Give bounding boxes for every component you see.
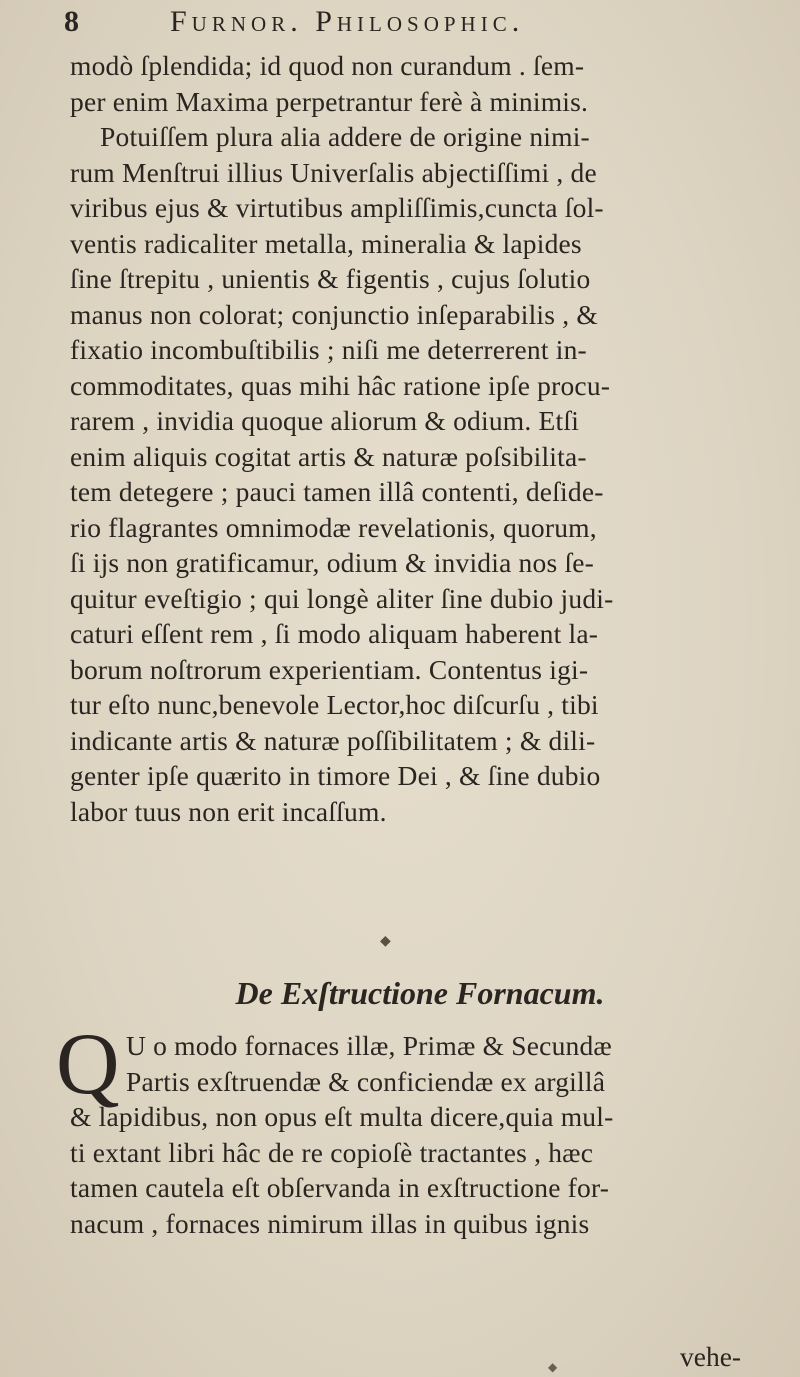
text-line: labor tuus non erit incaſſum. bbox=[70, 795, 387, 827]
text-line: rarem , invidia quoque aliorum & odium. Etſi bbox=[70, 405, 580, 436]
text-line: quitur eveſtigio ; qui longè aliter ſine dubio judi- bbox=[70, 582, 614, 614]
text-line: ti extant libri hâc de re copioſè tractantes , hæc bbox=[70, 1136, 594, 1168]
text-line: Potuiſſem plura alia addere de origine nimi- bbox=[100, 121, 590, 152]
text-line: ſine ſtrepitu , unientis & figentis , cujus ſolutio bbox=[70, 263, 591, 294]
ornament-icon: ◆ bbox=[380, 934, 391, 949]
text-line: Partis exſtruendæ & conficiendæ ex argillâ bbox=[126, 1065, 606, 1097]
text-line: ventis radicaliter metalla, mineralia & lapides bbox=[70, 227, 582, 259]
catchword: vehe- bbox=[680, 1341, 742, 1372]
text-line: tem detegere ; pauci tamen illâ contenti, deſide- bbox=[70, 476, 604, 507]
text-line: borum noſtrorum experientiam. Contentus igi- bbox=[70, 653, 589, 685]
running-head: Furnor. Philosophic. bbox=[170, 5, 525, 38]
section-heading-block bbox=[70, 934, 770, 1013]
text-line: modò ſplendida; id quod non curandum . ſem- bbox=[70, 50, 585, 81]
text-line: caturi eſſent rem , ſi modo aliquam haberent la- bbox=[70, 618, 599, 649]
text-line: rum Menſtrui illius Univerſalis abjectiſſimi , de bbox=[70, 156, 597, 188]
drop-cap: Q bbox=[56, 1016, 120, 1113]
text-line: manus non colorat; conjunctio inſeparabilis , & bbox=[70, 298, 598, 330]
text-line: tamen cautela eſt obſervanda in exſtructione for- bbox=[70, 1172, 610, 1203]
text-line: commoditates, quas mihi hâc ratione ipſe procu- bbox=[70, 369, 611, 401]
text-line: rio flagrantes omnimodæ revelationis, quorum, bbox=[70, 511, 597, 543]
text-line: enim aliquis cogitat artis & naturæ poſsibilita- bbox=[70, 440, 587, 472]
text-line: nacum , fornaces nimirum illas in quibus ignis bbox=[70, 1207, 590, 1239]
page-header bbox=[64, 2, 764, 42]
text-line: tur eſto nunc,benevole Lector,hoc diſcurſu , tibi bbox=[70, 689, 599, 720]
section-title: De Exſtructione Fornacum. bbox=[235, 975, 605, 1011]
text-line: U o modo fornaces illæ, Primæ & Secundæ bbox=[126, 1030, 612, 1061]
text-line: fixatio incombuſtibilis ; niſi me deterrerent in- bbox=[70, 334, 587, 365]
paragraph-1 bbox=[70, 48, 770, 829]
text-line: per enim Maxima perpetrantur ferè à minimis. bbox=[70, 85, 589, 117]
paragraph-2 bbox=[56, 1016, 770, 1241]
text-line: viribus ejus & virtutibus ampliſſimis,cuncta ſol- bbox=[70, 192, 604, 223]
text-line: ſi ijs non gratificamur, odium & invidia nos ſe- bbox=[70, 547, 595, 578]
text-line: indicante artis & naturæ poſſibilitatem ; & dili- bbox=[70, 724, 596, 756]
text-line: & lapidibus, non opus eſt multa dicere,quia mul- bbox=[70, 1101, 614, 1132]
ornament-icon: ◆ bbox=[548, 1360, 558, 1374]
text-line: genter ipſe quærito in timore Dei , & ſine dubio bbox=[70, 760, 601, 791]
page-number: 8 bbox=[64, 5, 79, 38]
